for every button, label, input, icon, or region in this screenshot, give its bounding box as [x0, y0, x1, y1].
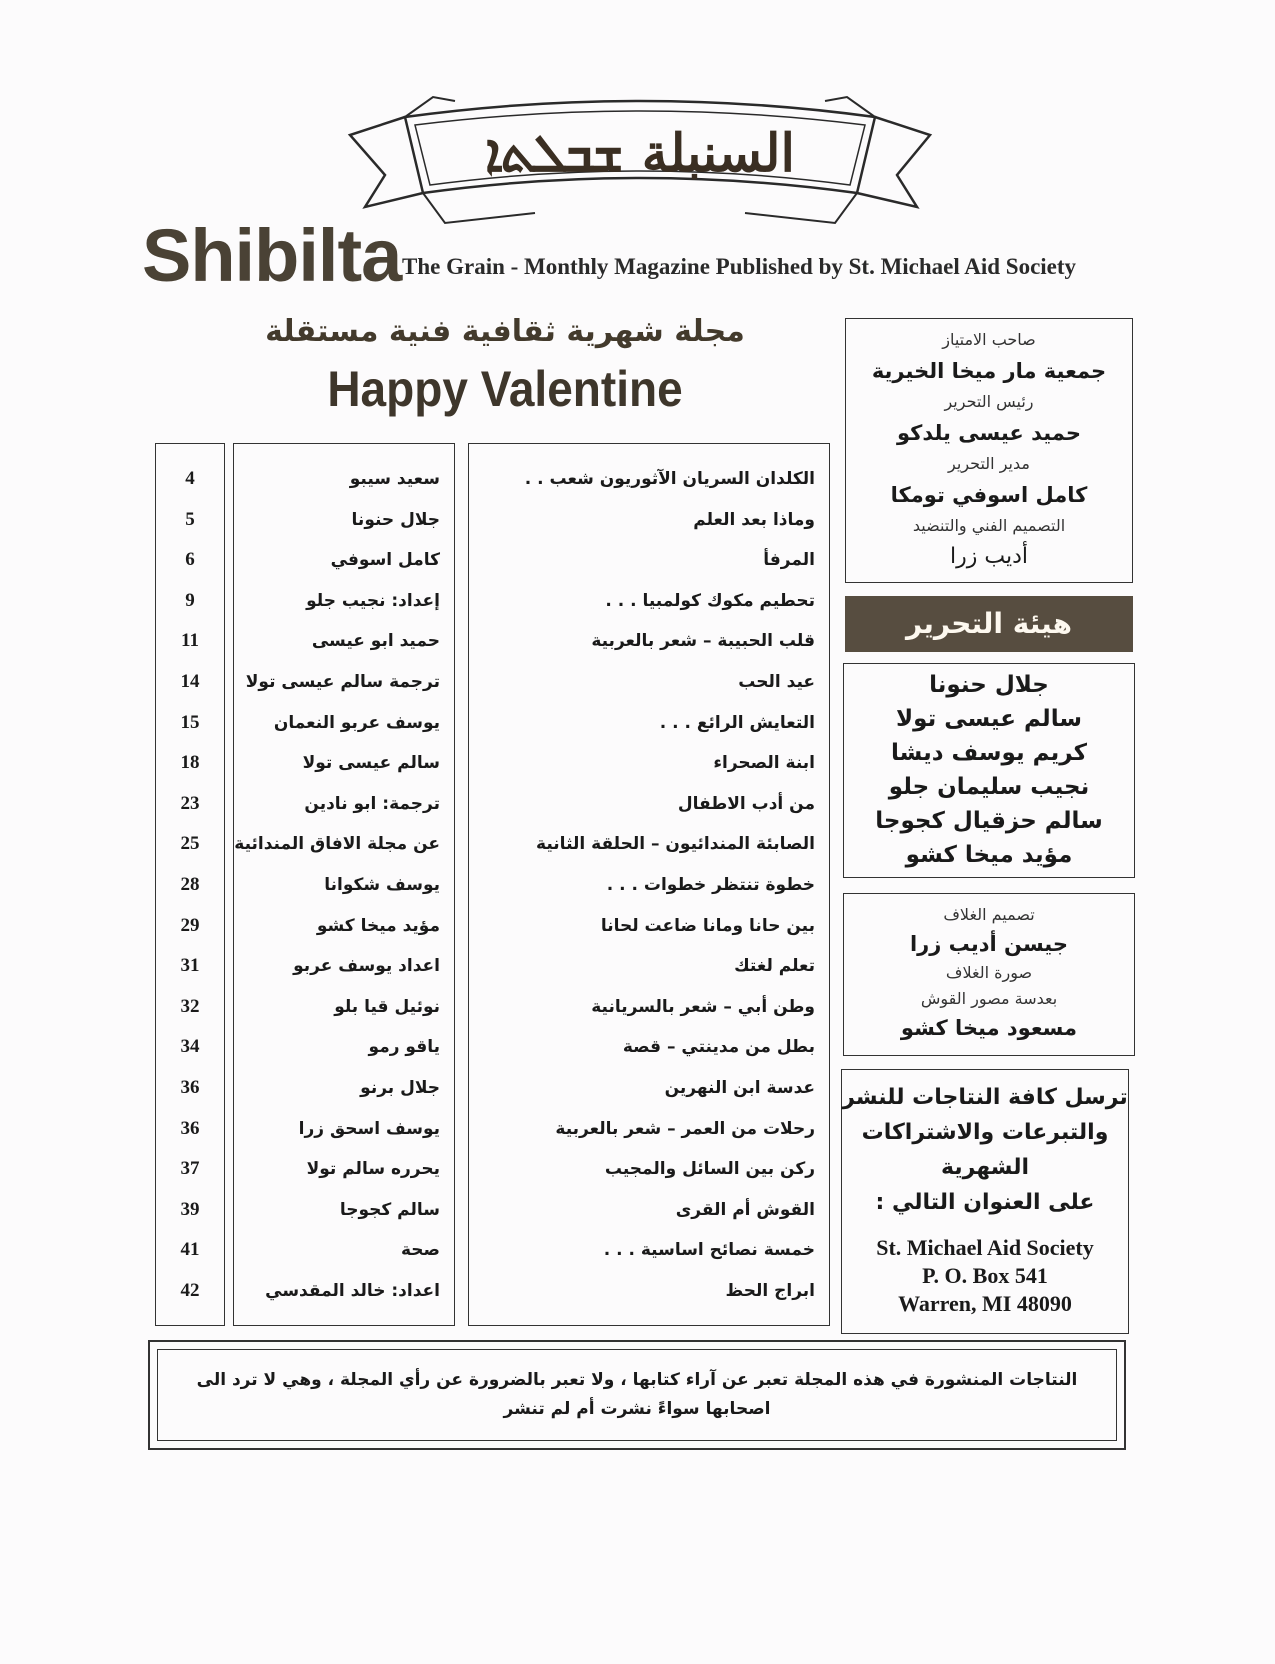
toc-authors-column	[233, 443, 455, 1326]
owner-label: صاحب الامتياز	[942, 330, 1036, 349]
toc-author: يوسف عربو النعمان	[273, 712, 440, 733]
toc-article-title: ركن بين السائل والمجيب	[604, 1159, 815, 1180]
toc-page-number: 37	[180, 1158, 200, 1180]
toc-page-number: 32	[180, 995, 200, 1017]
toc-page-number: 42	[180, 1280, 200, 1301]
toc-article-title: القوش أم القرى	[675, 1199, 815, 1220]
toc-page-number: 36	[180, 1077, 200, 1098]
toc-article-title: بطل من مدينتي – قصة	[622, 1037, 815, 1058]
toc-author: يوسف اسحق زرا	[298, 1118, 440, 1139]
toc-article-title: المرفأ	[763, 550, 815, 571]
toc-author: ترجمة: ابو نادين	[304, 793, 440, 814]
toc-page-numbers-column	[155, 443, 225, 1326]
toc-author: مؤيد ميخا كشو	[316, 915, 440, 936]
magazine-tagline: مجلة شهرية ثقافية فنية مستقلة	[265, 314, 745, 349]
submissions-line: ترسل كافة النتاجات للنشر	[842, 1085, 1128, 1110]
toc-article-title: من أدب الاطفال	[677, 793, 815, 814]
toc-page-number: 41	[180, 1239, 200, 1261]
toc-article-title: التعايش الرائع . . .	[659, 712, 815, 733]
toc-page-number: 9	[185, 589, 195, 611]
toc-author: عن مجلة الافاق المندائية	[234, 834, 440, 855]
disclaimer-frame	[148, 1340, 1126, 1450]
board-member: كريم يوسف ديشا	[891, 740, 1087, 766]
toc-page-number: 36	[180, 1117, 200, 1139]
toc-page-number: 14	[180, 671, 200, 692]
toc-author: جلال برنو	[360, 1078, 440, 1098]
designer-name: أديب زرا	[950, 544, 1028, 569]
toc-page-number: 29	[180, 914, 200, 936]
toc-titles-column	[468, 443, 830, 1326]
toc-author: سالم كجوجا	[339, 1199, 440, 1220]
cover-photo-label: صورة الغلاف	[945, 963, 1033, 982]
disclaimer-text: النتاجات المنشورة في هذه المجلة تعبر عن آراء كتابها ، ولا تعبر بالضرورة عن رأي المجلة ، وهي لا ترد الى اصحابها سواءً نشرت أم لم تنشر	[196, 1370, 1078, 1419]
board-member: سالم عيسى تولا	[896, 706, 1082, 732]
toc-article-title: وطن أبي – شعر بالسريانية	[591, 996, 815, 1017]
toc-author: ترجمة سالم عيسى تولا	[245, 672, 440, 692]
toc-article-title: ابراج الحظ	[725, 1281, 815, 1301]
toc-article-title: تحطيم مكوك كولمبيا . . .	[605, 590, 815, 611]
toc-article-title: عدسة ابن النهرين	[664, 1078, 815, 1098]
editor-in-chief: حميد عيسى يلدكو	[896, 421, 1082, 445]
cover-credits-box	[843, 893, 1135, 1056]
toc-author: إعداد: نجيب جلو	[306, 590, 440, 611]
toc-author: سعيد سيبو	[349, 469, 440, 489]
toc-author: حميد ابو عيسى	[311, 631, 440, 652]
board-member: جلال حنونا	[929, 672, 1049, 698]
toc-author: ياقو رمو	[368, 1037, 440, 1058]
toc-page-number: 4	[185, 468, 195, 489]
managing-editor: كامل اسوفي تومكا	[890, 483, 1088, 507]
cover-photo-credit-label: بعدسة مصور القوش	[920, 989, 1058, 1008]
toc-page-number: 39	[180, 1198, 200, 1220]
owner-name: جمعية مار ميخا الخيرية	[871, 359, 1107, 383]
board-member: سالم حزقيال كجوجا	[875, 808, 1103, 834]
toc-article-title: وماذا بعد العلم	[693, 509, 815, 530]
submissions-line: الشهرية	[941, 1155, 1029, 1180]
cover-designer: جيسن أديب زرا	[909, 932, 1069, 956]
submissions-address-box	[841, 1069, 1129, 1334]
issue-headline: Happy Valentine	[327, 361, 683, 417]
toc-author: اعداد يوسف عربو	[293, 956, 440, 977]
toc-author: كامل اسوفي	[330, 550, 440, 571]
address-organization: St. Michael Aid Society	[876, 1235, 1094, 1260]
toc-author: سالم عيسى تولا	[302, 753, 440, 774]
toc-article-title: الصابئة المندائيون – الحلقة الثانية	[536, 834, 815, 855]
editorial-board-heading: هيئة التحرير	[845, 596, 1133, 652]
toc-author: جلال حنونا	[351, 509, 440, 530]
design-label: التصميم الفني والتنضيد	[912, 516, 1066, 535]
publisher-info-box	[845, 318, 1133, 583]
toc-article-title: خطوة تنتظر خطوات . . .	[606, 875, 815, 895]
toc-article-title: قلب الحبيبة – شعر بالعربية	[591, 631, 815, 652]
toc-page-number: 6	[185, 549, 195, 571]
editor-in-chief-label: رئيس التحرير	[944, 392, 1034, 411]
toc-author: يحرره سالم تولا	[306, 1159, 440, 1180]
disclaimer-inner-frame	[157, 1349, 1117, 1441]
masthead-logo-banner	[345, 95, 935, 235]
editorial-board-box	[843, 663, 1135, 878]
address-po-box: P. O. Box 541	[922, 1263, 1048, 1288]
toc-page-number: 18	[180, 752, 200, 774]
toc-article-title: رحلات من العمر – شعر بالعربية	[555, 1118, 815, 1139]
toc-page-number: 34	[180, 1036, 200, 1058]
toc-author: صحة	[401, 1240, 440, 1261]
brand-title: Shibilta	[142, 214, 402, 297]
toc-author: اعداد: خالد المقدسي	[265, 1281, 440, 1301]
submissions-line: والتبرعات والاشتراكات	[861, 1120, 1109, 1145]
toc-page-number: 11	[181, 630, 199, 652]
address-city: Warren, MI 48090	[898, 1291, 1072, 1316]
toc-article-title: الكلدان السريان الآثوريون شعب . .	[524, 469, 815, 489]
toc-article-title: تعلم لغتك	[734, 956, 815, 977]
toc-page-number: 23	[180, 792, 200, 814]
managing-editor-label: مدير التحرير	[948, 454, 1030, 473]
board-member: مؤيد ميخا كشو	[905, 842, 1073, 868]
toc-page-number: 15	[180, 711, 200, 733]
cover-design-label: تصميم الغلاف	[943, 905, 1035, 924]
toc-page-number: 31	[180, 955, 200, 977]
logo-text: السنبلة ܫܒܠܬܐ	[485, 123, 795, 184]
toc-author: يوسف شكوانا	[324, 875, 440, 895]
toc-page-number: 5	[185, 508, 195, 530]
toc-article-title: عيد الحب	[738, 672, 815, 692]
board-member: نجيب سليمان جلو	[888, 774, 1090, 800]
toc-page-number: 25	[180, 833, 200, 855]
toc-page-number: 28	[180, 874, 200, 895]
magazine-subtitle: The Grain - Monthly Magazine Published by St. Michael Aid Society	[402, 254, 1077, 279]
toc-author: نوئيل قيا بلو	[334, 996, 440, 1017]
submissions-line: على العنوان التالي :	[875, 1190, 1095, 1215]
toc-article-title: بين حانا ومانا ضاعت لحانا	[600, 915, 815, 936]
toc-article-title: خمسة نصائح اساسية . . .	[603, 1240, 815, 1261]
toc-article-title: ابنة الصحراء	[713, 753, 815, 774]
cover-photographer: مسعود ميخا كشو	[900, 1016, 1078, 1040]
